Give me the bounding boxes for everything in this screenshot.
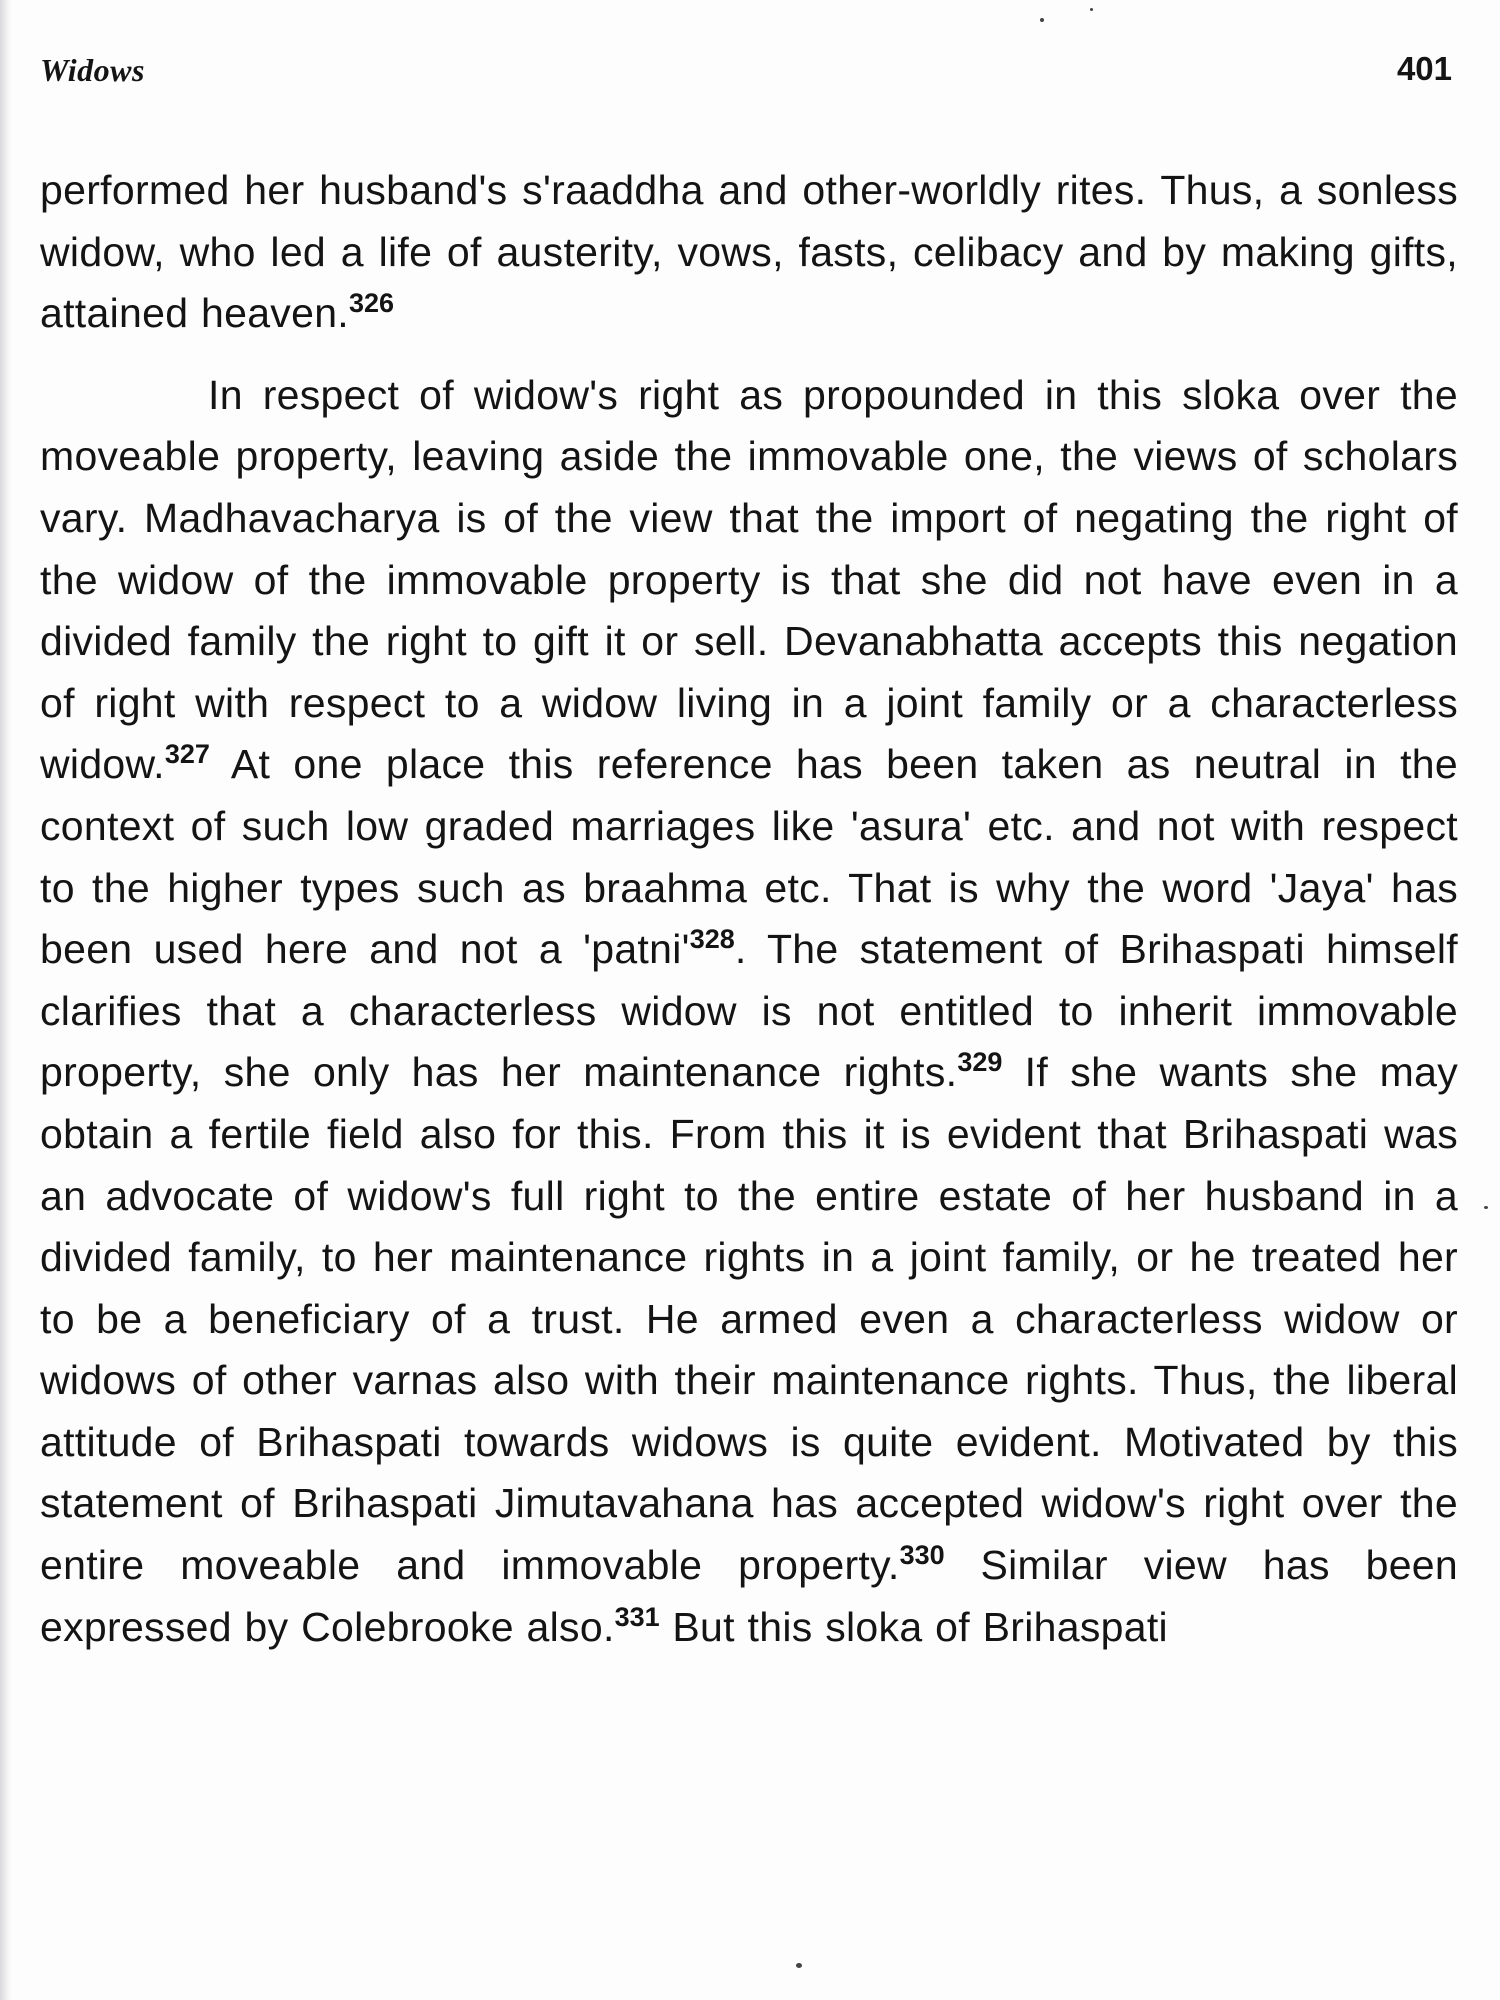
scan-speck [1040,18,1044,22]
paragraph-2 [40,365,1458,1658]
text-run: At one place this reference has been taken as neutral in the context of such low graded marriages like 'asura' etc. and not with respect to the higher types such as braahma etc. That is why the word 'Jaya' has been used here and not a 'patni' [40,741,1458,973]
running-title: Widows [40,52,145,88]
scan-speck [796,1963,802,1968]
text-run: If she wants she may obtain a fertile field also for this. From this it is evident that Brihaspati was an advocate of widow's full right to the entire estate of her husband in a divided family, to her maintenance rights in a joint family, or he treated her to be a beneficiary of a trust. He armed even a characterless widow or widows of other varnas also with their maintenance rights. Thus, the liberal attitude of Brihaspati towards widows is quite evident. Motivated by this statement of Brihaspati Jimutavahana has accepted widow's right over the entire moveable and immovable property. [40,1049,1458,1589]
text-run: performed her husband's s'raaddha and other-worldly rites. Thus, a sonless widow, who led a life of austerity, vows, fasts, celibacy and by making gifts, attained heaven. [40,167,1458,337]
footnote-marker: 330 [899,1540,945,1571]
text-run: In respect of widow's right as propounded in this sloka over the moveable property, leaving aside the immovable one, the views of scholars vary. Madhavacharya is of the view that the import of negating the right of the widow of the immovable property is that she did not have even in a divided family the right to gift it or sell. Devanabhatta accepts this negation of right with respect to a widow living in a joint family or a characterless widow. [40,371,1458,788]
footnote-marker: 326 [349,288,395,319]
scan-speck [1484,1206,1488,1209]
scan-speck [1090,8,1093,11]
page-gutter-shadow [0,0,12,2000]
page-number: 401 [1396,50,1452,87]
running-head [40,52,1452,102]
text-run: But this sloka of Brihaspati [659,1603,1168,1650]
paragraph-1 [40,160,1458,345]
text-run: Similar view has been expressed by Colebrooke also. [40,1542,1458,1650]
footnote-marker: 327 [164,739,210,770]
footnote-marker: 328 [689,924,735,955]
body-text [40,160,1458,1658]
footnote-marker: 329 [957,1047,1003,1078]
footnote-marker: 331 [614,1601,660,1632]
text-run: . The statement of Brihaspati himself clarifies that a characterless widow is not entitled to inherit immovable property, she only has her maintenance rights. [40,926,1458,1096]
